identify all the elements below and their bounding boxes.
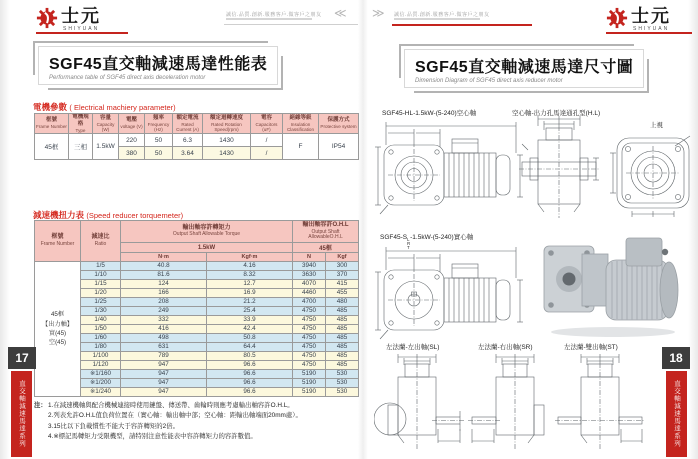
brand-tagline: 誠信.品質.創新.服務客戶.做客戶之朋友 bbox=[394, 12, 490, 18]
electrical-section-title bbox=[33, 101, 176, 113]
hollow-shaft-section-drawing bbox=[518, 114, 600, 220]
cell-capacitor: / bbox=[251, 147, 283, 160]
cell-frame: 45框 bbox=[35, 134, 69, 160]
cell-nm: 631 bbox=[121, 343, 207, 352]
hollow-hole-label: 空心軸-出力孔馬達通孔型(H.L) bbox=[512, 110, 601, 117]
unit-n: N bbox=[293, 253, 326, 262]
col-torque-en: Output Shaft Allowable Torque bbox=[172, 231, 241, 238]
tagline-subline bbox=[226, 18, 312, 20]
cell-kgfm: 64.4 bbox=[207, 343, 293, 352]
col-ohl-en2: AllowableO.H.L bbox=[308, 234, 343, 241]
cell-n: 4750 bbox=[293, 343, 326, 352]
cell-n: 4070 bbox=[293, 280, 326, 289]
cell-nm: 81.6 bbox=[121, 271, 207, 280]
cell-nm: 332 bbox=[121, 316, 207, 325]
variant-sl-label: 左法蘭-左出軸(SL) bbox=[386, 344, 440, 351]
logo-underline bbox=[606, 32, 692, 34]
col-type: 電機規格 bbox=[72, 114, 89, 127]
note-line: 1.在減速機軸與配合機械連接時使用鏈盤、傳送帶、齒輪時則應考慮輸出軸容許O.H.L。 bbox=[48, 402, 294, 409]
cell-kgfm: 80.5 bbox=[207, 352, 293, 361]
cell-ratio: 1/15 bbox=[81, 280, 121, 289]
cell-kgfm: 4.16 bbox=[207, 262, 293, 271]
brand-tagline: 誠信.品質.創新.服務客戶.做客戶之朋友 bbox=[226, 12, 322, 18]
cell-ratio: 1/80 bbox=[81, 343, 121, 352]
scan-edge-left bbox=[0, 0, 10, 459]
cell-kgfm: 96.6 bbox=[207, 388, 293, 397]
frame-line: 【出力軸】 bbox=[42, 320, 73, 328]
cell-n: 4750 bbox=[293, 307, 326, 316]
cell-kgf: 415 bbox=[326, 280, 359, 289]
table-row bbox=[35, 280, 359, 289]
cell-n: 3630 bbox=[293, 271, 326, 280]
page-title: SGF45直交軸減速馬達尺寸圖 bbox=[415, 59, 634, 76]
cell-kgf: 485 bbox=[326, 361, 359, 370]
col-frame: 框號 bbox=[51, 234, 64, 241]
cell-kgfm: 96.6 bbox=[207, 361, 293, 370]
cell-ratio: 1/5 bbox=[81, 262, 121, 271]
frame-cell bbox=[35, 262, 81, 397]
tagline-subline bbox=[394, 18, 480, 20]
table-row bbox=[35, 361, 359, 370]
page-number-left: 17 bbox=[8, 347, 36, 369]
col-ohl: 輸出軸容許O.H.L bbox=[302, 222, 349, 228]
cell-kgf: 485 bbox=[326, 334, 359, 343]
chevron-right-icon: ≫ bbox=[372, 6, 383, 20]
cell-n: 4750 bbox=[293, 361, 326, 370]
cell-kgf: 485 bbox=[326, 325, 359, 334]
cell-kgf: 530 bbox=[326, 370, 359, 379]
brand-name-en: SHIYUAN bbox=[63, 26, 100, 32]
cell-ratio: ※1/200 bbox=[81, 379, 121, 388]
cell-capacitor: / bbox=[251, 134, 283, 147]
table-row bbox=[35, 334, 359, 343]
cell-kgfm: 96.6 bbox=[207, 370, 293, 379]
cell-n: 4750 bbox=[293, 334, 326, 343]
frame-label: 45框 bbox=[293, 243, 359, 253]
col-current: 額定電流 bbox=[176, 114, 199, 121]
cell-kgf: 530 bbox=[326, 379, 359, 388]
brand-logo bbox=[36, 7, 101, 32]
electrical-header-row bbox=[35, 114, 359, 134]
cell-ratio: 1/10 bbox=[81, 271, 121, 280]
power-label: 1.5kW bbox=[121, 243, 293, 253]
chevron-left-icon: ≪ bbox=[334, 6, 345, 20]
cell-type: 三相 bbox=[69, 134, 93, 160]
col-capacitor-en: Capacitors (uF) bbox=[255, 121, 278, 132]
cell-kgf: 300 bbox=[326, 262, 359, 271]
flange-front-view-drawing bbox=[610, 128, 696, 218]
right-page bbox=[366, 0, 698, 459]
table-row bbox=[35, 134, 359, 147]
unit-kgf: Kgf bbox=[326, 253, 359, 262]
cell-kgf: 485 bbox=[326, 307, 359, 316]
torque-section-en: (Speed reducer torquemeter) bbox=[86, 211, 184, 220]
electrical-table bbox=[34, 113, 359, 160]
col-frequency-en: Frequency (Hz) bbox=[147, 121, 170, 132]
variant-st-label: 左法蘭-雙出軸(ST) bbox=[564, 344, 618, 351]
col-protection-en: Protective system bbox=[320, 124, 357, 130]
cell-kgfm: 21.2 bbox=[207, 298, 293, 307]
frame-line: 空(45) bbox=[48, 339, 67, 347]
cell-kgfm: 33.9 bbox=[207, 316, 293, 325]
cell-kgfm: 8.32 bbox=[207, 271, 293, 280]
cell-voltage: 220 bbox=[119, 134, 145, 147]
table-row bbox=[35, 289, 359, 298]
cell-freq: 50 bbox=[145, 147, 173, 160]
torque-table bbox=[34, 220, 359, 397]
cell-capacity: 1.5kW bbox=[93, 134, 119, 160]
page-title: SGF45直交軸減速馬達性能表 bbox=[49, 56, 268, 73]
brand-name-cn: 士元 bbox=[631, 6, 671, 26]
col-frame-en: Frame Number bbox=[36, 124, 67, 130]
solid-shaft-side-view-drawing bbox=[374, 242, 524, 342]
unit-kgfm: Kgf·m bbox=[207, 253, 293, 262]
cell-ratio: ※1/160 bbox=[81, 370, 121, 379]
cell-n: 4750 bbox=[293, 316, 326, 325]
left-page bbox=[28, 0, 362, 459]
cell-nm: 789 bbox=[121, 352, 207, 361]
note-line: 4.※標記馬轉矩力受限機型，請特別注意性能表中容許轉矩力的容許數值。 bbox=[48, 432, 257, 440]
cell-ratio: 1/20 bbox=[81, 289, 121, 298]
footnotes bbox=[34, 401, 356, 442]
brand-name-en: SHIYUAN bbox=[633, 26, 670, 32]
page-title-box bbox=[404, 49, 644, 88]
cell-insulation: F bbox=[283, 134, 319, 160]
cell-speed: 1430 bbox=[203, 147, 251, 160]
cell-n: 4700 bbox=[293, 298, 326, 307]
hollow-shaft-side-view-drawing bbox=[374, 117, 524, 217]
cell-kgfm: 50.8 bbox=[207, 334, 293, 343]
cell-protection: IP54 bbox=[319, 134, 359, 160]
cell-kgfm: 16.9 bbox=[207, 289, 293, 298]
cell-speed: 1430 bbox=[203, 134, 251, 147]
cell-n: 4750 bbox=[293, 352, 326, 361]
cell-ratio: 1/60 bbox=[81, 334, 121, 343]
side-banner-left bbox=[11, 371, 32, 457]
variant-sl-drawing bbox=[374, 351, 466, 453]
cell-ratio: 1/40 bbox=[81, 316, 121, 325]
frame-line: 45框 bbox=[50, 311, 65, 319]
cell-ratio: ※1/240 bbox=[81, 388, 121, 397]
cell-n: 3940 bbox=[293, 262, 326, 271]
cell-kgfm: 25.4 bbox=[207, 307, 293, 316]
col-frame: 框號 bbox=[45, 117, 57, 124]
cell-nm: 208 bbox=[121, 298, 207, 307]
table-row bbox=[35, 379, 359, 388]
col-protection: 保護方式 bbox=[327, 117, 350, 124]
page-subtitle: Performance table of SGF45 direct axis deceleration motor bbox=[49, 75, 206, 81]
brand-logo bbox=[606, 7, 671, 32]
unit-nm: N·m bbox=[121, 253, 207, 262]
notes-label: 注： bbox=[34, 402, 47, 409]
cell-current: 3.64 bbox=[173, 147, 203, 160]
cell-nm: 947 bbox=[121, 388, 207, 397]
logo-underline bbox=[36, 32, 128, 34]
table-row bbox=[35, 298, 359, 307]
solid-label-suffix: -1.5kW-(5-240)實心軸 bbox=[410, 234, 474, 241]
cell-nm: 498 bbox=[121, 334, 207, 343]
cell-n: 4750 bbox=[293, 325, 326, 334]
col-insulation: 絕緣等級 bbox=[289, 114, 312, 121]
table-row bbox=[35, 325, 359, 334]
cell-n: 5190 bbox=[293, 370, 326, 379]
cell-kgf: 370 bbox=[326, 271, 359, 280]
cell-nm: 947 bbox=[121, 370, 207, 379]
variant-st-drawing bbox=[554, 351, 646, 453]
stack-letter: L bbox=[407, 237, 410, 242]
cell-kgfm: 42.4 bbox=[207, 325, 293, 334]
page-number-right: 18 bbox=[662, 347, 690, 369]
solid-label-prefix: SGF45-S bbox=[380, 234, 408, 241]
side-banner-text: 直交軸減速馬達系列 bbox=[673, 380, 680, 448]
gear-motor-photo bbox=[538, 230, 688, 340]
table-row bbox=[35, 352, 359, 361]
col-ratio-en: Ratio bbox=[94, 240, 107, 247]
page-title-box bbox=[38, 46, 278, 85]
page-subtitle: Dimension Diagram of SGF45 direct axis reducer motor bbox=[415, 78, 563, 84]
torque-header-row bbox=[35, 221, 359, 243]
cell-voltage: 380 bbox=[119, 147, 145, 160]
col-speed: 額定迴轉速度 bbox=[209, 114, 243, 121]
gear-logo-icon bbox=[36, 7, 58, 29]
cell-ratio: 1/30 bbox=[81, 307, 121, 316]
table-row bbox=[35, 262, 359, 271]
col-type-en: Type bbox=[75, 127, 86, 133]
cell-nm: 249 bbox=[121, 307, 207, 316]
cell-nm: 40.8 bbox=[121, 262, 207, 271]
cell-ratio: 1/100 bbox=[81, 352, 121, 361]
cell-n: 5190 bbox=[293, 388, 326, 397]
side-banner-right bbox=[666, 371, 687, 457]
cell-n: 4460 bbox=[293, 289, 326, 298]
col-speed-en: Rated Rotation Speed(rpm) bbox=[211, 121, 242, 132]
cell-freq: 50 bbox=[145, 134, 173, 147]
note-line: 3.15比以下負載慣性不能大于容許轉矩的2倍。 bbox=[48, 422, 180, 430]
torque-section-cn: 減速機扭力表 bbox=[33, 210, 85, 220]
cell-kgfm: 12.7 bbox=[207, 280, 293, 289]
stack-letter: T bbox=[407, 245, 410, 251]
cell-n: 5190 bbox=[293, 379, 326, 388]
col-current-en: Rated Current (A) bbox=[176, 121, 199, 132]
frame-line: 實(45) bbox=[48, 330, 67, 337]
cell-kgf: 485 bbox=[326, 352, 359, 361]
table-row bbox=[35, 271, 359, 280]
cell-nm: 947 bbox=[121, 379, 207, 388]
electrical-section-en: ( Electrical machiery parameter) bbox=[69, 103, 176, 112]
cell-kgf: 530 bbox=[326, 388, 359, 397]
col-voltage: 電壓 bbox=[125, 117, 137, 124]
cell-ratio: 1/25 bbox=[81, 298, 121, 307]
col-voltage-en: voltage (V) bbox=[120, 124, 143, 130]
cell-kgfm: 96.6 bbox=[207, 379, 293, 388]
cell-kgf: 485 bbox=[326, 343, 359, 352]
cell-current: 6.3 bbox=[173, 134, 203, 147]
note-line: 2.列表允許O.H.L值負荷位置在（實心軸：輸出軸中部；空心軸：距輸出軸端面20mm處）。 bbox=[48, 412, 302, 420]
cell-nm: 947 bbox=[121, 361, 207, 370]
brand-name-cn: 士元 bbox=[61, 6, 101, 26]
table-row bbox=[35, 316, 359, 325]
top-view-label: 上視 bbox=[650, 122, 663, 129]
cell-ratio: 1/50 bbox=[81, 325, 121, 334]
table-row bbox=[35, 343, 359, 352]
header-rule bbox=[224, 24, 358, 25]
col-frequency: 頻率 bbox=[152, 114, 164, 121]
col-ratio: 減速比 bbox=[91, 234, 110, 241]
cell-kgf: 455 bbox=[326, 289, 359, 298]
col-insulation-en: Insulation Classification bbox=[286, 121, 315, 132]
gear-logo-icon bbox=[606, 7, 628, 29]
col-capacity-en: Capacity (W) bbox=[96, 121, 115, 132]
hollow-shaft-label: SGF45-HL-1.5kW-(5-240)空心軸 bbox=[382, 110, 477, 117]
cell-ratio: 1/120 bbox=[81, 361, 121, 370]
cell-nm: 124 bbox=[121, 280, 207, 289]
col-torque: 輸出軸容許轉矩力 bbox=[182, 224, 231, 231]
side-banner-text: 直交軸減速馬達系列 bbox=[18, 380, 25, 448]
col-ohl-en1: Output Shaft bbox=[311, 228, 340, 235]
table-row bbox=[35, 388, 359, 397]
col-frame-en: Frame Number bbox=[40, 240, 75, 247]
electrical-section-cn: 電機參數 bbox=[33, 102, 68, 112]
table-row bbox=[35, 307, 359, 316]
stack-letter: R bbox=[407, 241, 411, 247]
cell-kgf: 485 bbox=[326, 316, 359, 325]
cell-kgf: 480 bbox=[326, 298, 359, 307]
col-capacity: 容量 bbox=[99, 114, 111, 121]
cell-nm: 416 bbox=[121, 325, 207, 334]
header-redline bbox=[392, 24, 532, 26]
table-row bbox=[35, 370, 359, 379]
variant-sr-label: 左法蘭-右出軸(SR) bbox=[478, 344, 533, 351]
col-capacitor: 電容 bbox=[260, 114, 272, 121]
cell-nm: 166 bbox=[121, 289, 207, 298]
variant-sr-drawing bbox=[466, 351, 558, 453]
